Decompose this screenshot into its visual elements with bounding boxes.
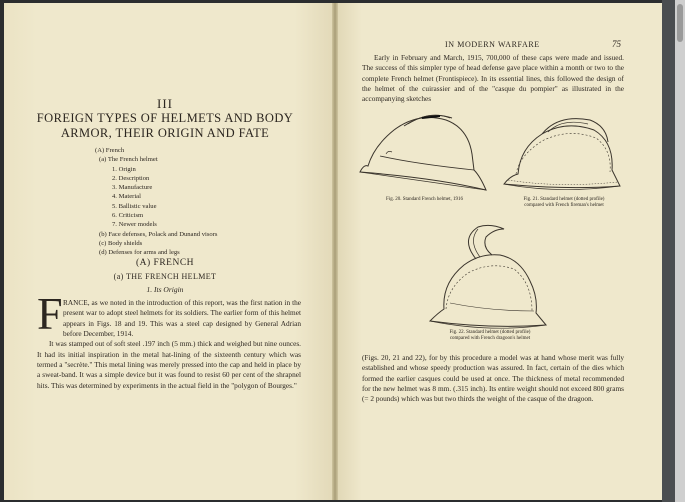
chapter-title-line: ARMOR, THEIR ORIGIN AND FATE (60, 126, 270, 140)
toc-item: 6. Criticism (112, 212, 144, 220)
right-body-text-bottom (362, 353, 624, 405)
drop-cap: F (37, 288, 63, 339)
paragraph: (Figs. 20, 21 and 22), for by this procedure a model was at hand whose merit was fully established and whose speedy production was assured. In fact, certain of the dies which formed the earlier casques could be used at once. The thickness of metal recommended for the new helmet was 8 mm. (.315 inch). Its entire weight should not exceed 800 grams (= 2 pounds) which was but two thirds the weight of the casque of the dragoon. (362, 353, 624, 404)
figure-caption (430, 330, 550, 342)
chapter-contents (95, 146, 217, 258)
section-heading: (A) FRENCH (135, 258, 195, 268)
toc-item: (b) Face defenses, Polack and Dunand visors (99, 230, 218, 238)
left-body-text (37, 298, 301, 391)
toc-item: 4. Material (112, 193, 141, 201)
helmet-illustration-fig21 (498, 108, 628, 200)
toc-item: (d) Defenses for arms and legs (99, 249, 180, 257)
scrollbar-thumb[interactable] (677, 4, 683, 42)
helmet-illustration-fig20 (356, 106, 491, 198)
page-number: 75 (612, 39, 621, 49)
helmet-illustration-fig22 (420, 225, 570, 335)
figure-caption: Fig. 20. Standard French helmet, 1916 (386, 197, 463, 202)
chapter-title-line: FOREIGN TYPES OF HELMETS AND BODY (36, 111, 294, 125)
paragraph: RANCE, as we noted in the introduction of this report, was the first nation in the present war to adopt steel helmets for its soldiers. The earlier form of this helmet appears in Figs. 18 and 19. This was a steel cap designed by General Adrian before December, 1914. (63, 298, 301, 339)
subsubsection-heading: 1. Its Origin (146, 285, 184, 294)
figure-caption-line: Fig. 22. Standard helmet (dotted profile) (449, 330, 531, 335)
chapter-number: III (157, 96, 173, 111)
book-gutter (332, 3, 338, 500)
right-body-text-top (362, 53, 624, 105)
running-head: IN MODERN WARFARE (445, 40, 540, 49)
scrollbar-track[interactable] (675, 0, 685, 502)
paragraph: It was stamped out of soft steel .197 inch (5 mm.) thick and weighed but nine ounces. It had its initial inspiration in the metal hat-lining of the sixteenth century which was termed a "secrète." This metal lining was merely pressed into the cap and held in place by a sweat-band. It was a simple device but it was found to resist 60 per cent of the shrapnel hits. This was determined by experiments in the actual field in the "polygon of Bourges." (37, 339, 301, 390)
toc-item: 2. Description (112, 174, 150, 182)
figure-caption (505, 197, 623, 209)
chapter-title (30, 111, 300, 141)
toc-item: 1. Origin (112, 165, 136, 173)
toc-item: 5. Ballistic value (112, 202, 157, 210)
figure-caption-line: compared with French fireman's helmet (524, 203, 604, 208)
figure-caption-line: Fig. 21. Standard helmet (dotted profile) (523, 197, 605, 202)
subsection-heading: (a) THE FRENCH HELMET (113, 272, 217, 281)
toc-item: 3. Manufacture (112, 184, 153, 192)
toc-item: (a) The French helmet (99, 156, 158, 164)
toc-item: 7. Newer models (112, 221, 157, 229)
toc-item: (A) French (95, 147, 125, 154)
paragraph: Early in February and March, 1915, 700,000 of these caps were made and issued. The success of this simpler type of head defense gave place within a month or two to the complete French helmet (Frontispiece). In its essential lines, this followed the design of the helmet of the cuirassier and of the "casque du pompier" as illustrated in the accompanying sketches (362, 53, 624, 104)
figure-caption-line: compared with French dragoon's helmet (449, 336, 531, 341)
toc-item: (c) Body shields (99, 239, 143, 247)
